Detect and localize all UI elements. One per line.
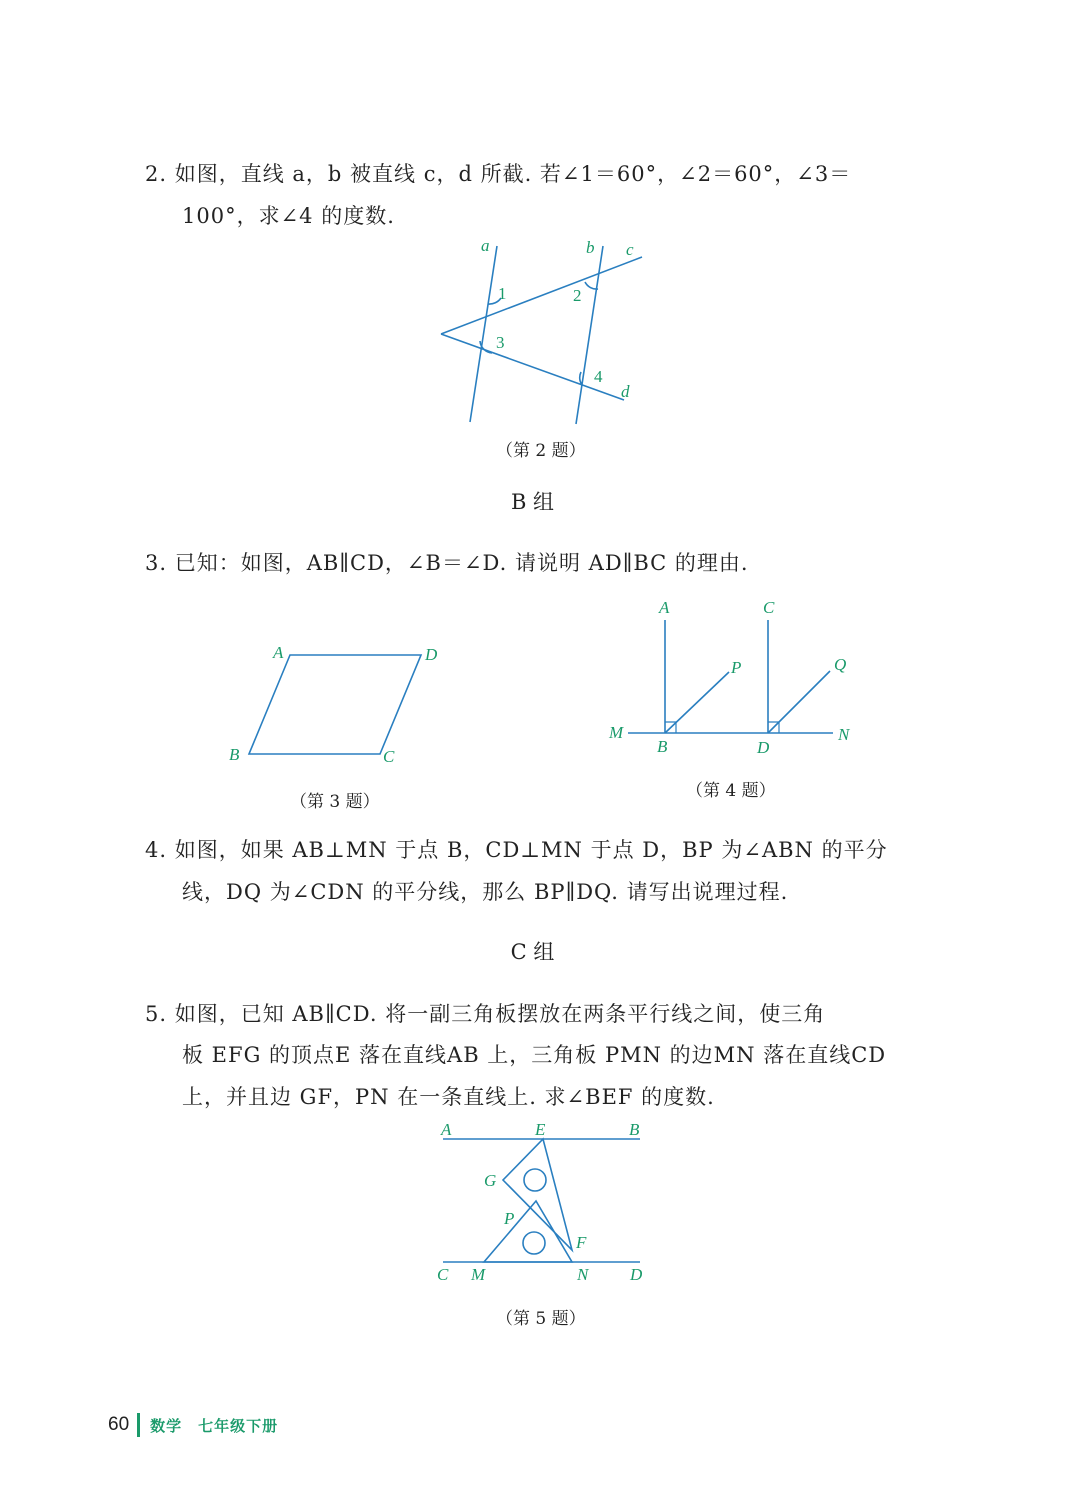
- label-c: c: [626, 240, 634, 259]
- label-A: A: [273, 643, 284, 662]
- problem-3-line-1: 3. 已知：如图，AB∥CD，∠B＝∠D. 请说明 AD∥BC 的理由.: [145, 551, 749, 575]
- label-B: B: [229, 745, 240, 764]
- page-footer: [108, 1412, 278, 1438]
- label-C: C: [763, 598, 775, 617]
- label-B: B: [629, 1120, 640, 1139]
- problem-4-line-2: 线，DQ 为∠CDN 的平分线，那么 BP∥DQ. 请写出说理过程.: [182, 880, 789, 904]
- label-angle-3: 3: [496, 333, 505, 352]
- label-P: P: [504, 1209, 515, 1228]
- label-C: C: [437, 1265, 449, 1284]
- label-a: a: [481, 236, 490, 255]
- figure-4: [600, 592, 870, 767]
- label-P: P: [731, 658, 742, 677]
- label-N: N: [838, 725, 850, 744]
- caption-figure-2: （第 2 题）: [496, 441, 586, 461]
- label-D: D: [630, 1265, 643, 1284]
- label-G: G: [484, 1171, 497, 1190]
- figure-5: [430, 1115, 655, 1285]
- footer-divider: [137, 1413, 140, 1437]
- problem-5-line-3: 上，并且边 GF，PN 在一条直线上. 求∠BEF 的度数.: [182, 1085, 715, 1109]
- label-F: F: [576, 1233, 587, 1252]
- label-angle-1: 1: [498, 284, 507, 303]
- section-b-heading: B 组: [510, 490, 555, 514]
- problem-5-line-2: 板 EFG 的顶点E 落在直线AB 上，三角板 PMN 的边MN 落在直线CD: [182, 1043, 887, 1067]
- label-D: D: [757, 738, 770, 757]
- figure-3: [220, 635, 450, 770]
- label-d: d: [621, 382, 630, 401]
- label-b: b: [586, 238, 595, 257]
- figure-2: [420, 232, 660, 432]
- problem-5-line-1: 5. 如图，已知 AB∥CD. 将一副三角板摆放在两条平行线之间，使三角: [145, 1002, 826, 1026]
- label-angle-2: 2: [573, 286, 582, 305]
- page-number: 60: [108, 1414, 130, 1435]
- problem-2-line-2: 100°，求∠4 的度数.: [182, 204, 395, 228]
- problem-2-line-1: 2. 如图，直线 a，b 被直线 c，d 所截. 若∠1＝60°，∠2＝60°，∠3＝: [145, 162, 852, 186]
- caption-figure-4: （第 4 题）: [686, 781, 776, 801]
- label-M: M: [471, 1265, 486, 1284]
- label-A: A: [441, 1120, 452, 1139]
- label-A: A: [659, 598, 670, 617]
- label-N: N: [577, 1265, 589, 1284]
- problem-4-line-1: 4. 如图，如果 AB⊥MN 于点 B，CD⊥MN 于点 D，BP 为∠ABN 的平分: [145, 838, 888, 862]
- book-title: 数学 七年级下册: [150, 1416, 279, 1435]
- label-C: C: [383, 747, 395, 766]
- label-E: E: [535, 1120, 546, 1139]
- caption-figure-5: （第 5 题）: [496, 1309, 586, 1329]
- label-D: D: [425, 645, 438, 664]
- label-B: B: [657, 737, 668, 756]
- section-c-heading: C 组: [510, 940, 555, 964]
- caption-figure-3: （第 3 题）: [290, 792, 380, 812]
- label-M: M: [609, 723, 624, 742]
- label-angle-4: 4: [594, 367, 603, 386]
- label-Q: Q: [834, 655, 847, 674]
